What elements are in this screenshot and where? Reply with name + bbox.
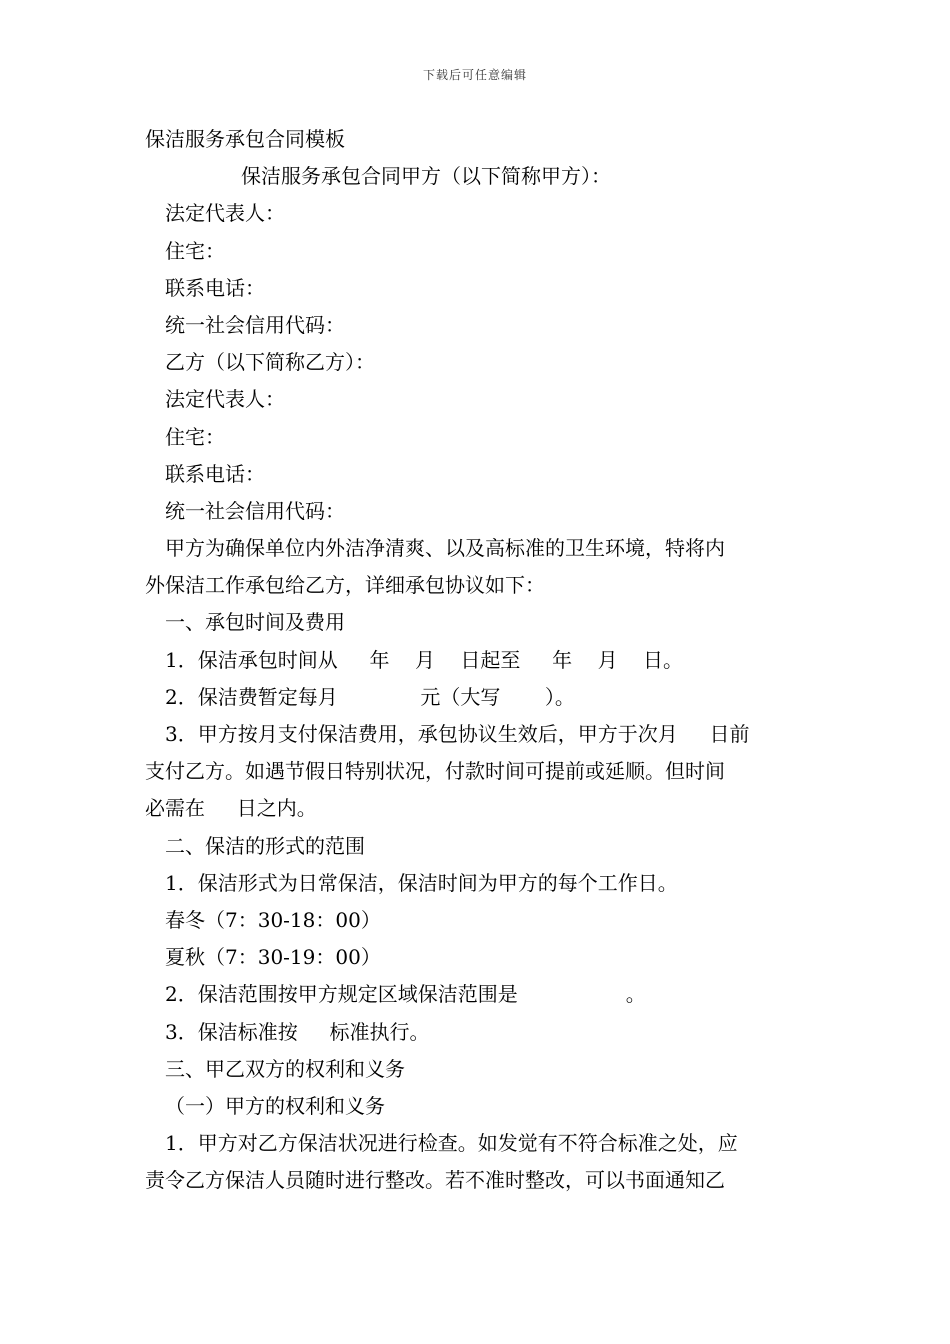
clause-2-1: 1．保洁形式为日常保洁，保洁时间为甲方的每个工作日。	[165, 870, 678, 895]
document-title: 保洁服务承包合同模板	[145, 127, 345, 151]
contract-title-line: 保洁服务承包合同甲方（以下简称甲方）：	[241, 164, 611, 189]
subsection-3-1-heading: （一）甲方的权利和义务	[165, 1093, 385, 1118]
clause-2-3: 3．保洁标准按 标准执行。	[165, 1019, 430, 1044]
party-b-credit-code: 统一社会信用代码：	[165, 498, 345, 523]
party-b-address: 住宅：	[165, 424, 225, 449]
intro-paragraph-line-2: 外保洁工作承包给乙方，详细承包协议如下：	[145, 573, 545, 598]
section-2-heading: 二、保洁的形式的范围	[165, 833, 365, 858]
party-b-heading: 乙方（以下简称乙方）：	[165, 350, 375, 375]
clause-1-3-line-1: 3．甲方按月支付保洁费用，承包协议生效后，甲方于次月 日前	[165, 722, 750, 746]
section-3-heading: 三、甲乙双方的权利和义务	[165, 1056, 405, 1081]
clause-1-1: 1．保洁承包时间从 年 月 日起至 年 月 日。	[165, 647, 684, 672]
clause-3-1-1-line-1: 1．甲方对乙方保洁状况进行检查。如发觉有不符合标准之处，应	[165, 1131, 738, 1156]
spring-winter-hours: 春冬（7：30-18：00）	[165, 907, 381, 932]
clause-1-3-line-2: 支付乙方。如遇节假日特别状况，付款时间可提前或延顺。但时间	[145, 759, 725, 784]
clause-2-2: 2．保洁范围按甲方规定区域保洁范围是 。	[165, 982, 646, 1007]
party-a-credit-code: 统一社会信用代码：	[165, 312, 345, 337]
summer-autumn-hours: 夏秋（7：30-19：00）	[165, 945, 381, 970]
party-a-phone: 联系电话：	[165, 275, 265, 300]
section-1-heading: 一、承包时间及费用	[165, 610, 345, 635]
page-header: 下载后可任意编辑	[422, 68, 527, 82]
clause-1-3-line-3: 必需在 日之内。	[145, 796, 317, 821]
document-body	[145, 121, 805, 1199]
party-a-address: 住宅：	[165, 238, 225, 263]
party-a-representative: 法定代表人：	[165, 201, 285, 226]
party-b-representative: 法定代表人：	[165, 387, 285, 412]
party-b-phone: 联系电话：	[165, 461, 265, 486]
clause-3-1-1-line-2: 责令乙方保洁人员随时进行整改。若不准时整改，可以书面通知乙	[145, 1168, 725, 1193]
clause-1-2: 2．保洁费暂定每月 元（大写 ）。	[165, 684, 575, 709]
intro-paragraph-line-1: 甲方为确保单位内外洁净清爽、以及高标准的卫生环境，特将内	[165, 536, 725, 561]
